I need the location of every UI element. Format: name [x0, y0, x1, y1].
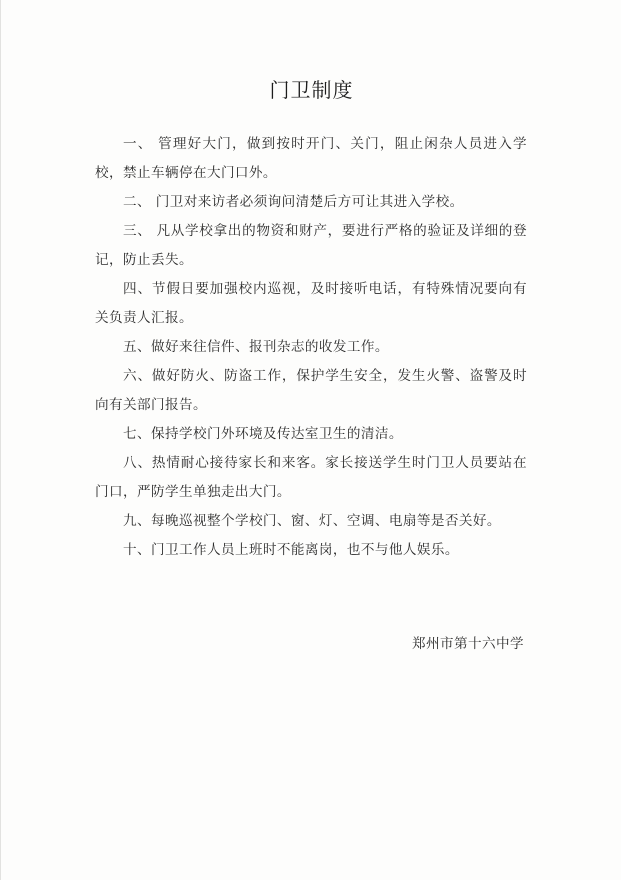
rule-item: 六、做好防火、防盗工作，保护学生安全，发生火警、盗警及时向有关部门报告。: [95, 368, 527, 413]
rules-list: [95, 130, 527, 565]
issuer-signature: 郑州市第十六中学: [412, 636, 524, 652]
rule-item: 四、节假日要加强校内巡视，及时接听电话，有特殊情况要向有关负责人汇报。: [95, 281, 527, 326]
rule-item: 一、 管理好大门，做到按时开门、关门，阻止闲杂人员进入学校，禁止车辆停在大门口外。: [95, 136, 527, 181]
rule-item: 二、 门卫对来访者必须询问清楚后方可让其进入学校。: [123, 194, 464, 210]
rule-item: 八、热情耐心接待家长和来客。家长接送学生时门卫人员要站在门口，严防学生单独走出大门。: [95, 455, 527, 500]
rule-item: 九、每晚巡视整个学校门、窗、灯、空调、电扇等是否关好。: [123, 513, 501, 529]
rule-item: 三、 凡从学校拿出的物资和财产，要进行严格的验证及详细的登记，防止丢失。: [95, 223, 527, 268]
rule-item: 七、保持学校门外环境及传达室卫生的清洁。: [123, 426, 403, 442]
rule-item: 十、门卫工作人员上班时不能离岗，也不与他人娱乐。: [123, 542, 459, 558]
rule-item: 五、做好来往信件、报刊杂志的收发工作。: [123, 339, 389, 355]
document-title: 门卫制度: [269, 78, 354, 102]
